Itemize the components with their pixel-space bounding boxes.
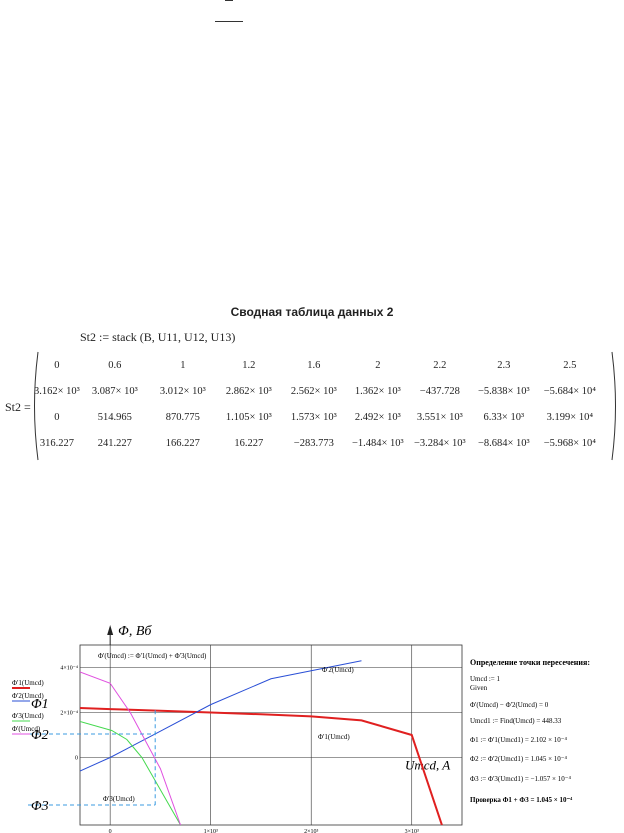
intersection-line: Umcd1 := Find(Umcd) = 448.33 (470, 717, 562, 725)
matrix-cell: −5.968× 10⁴ (543, 437, 596, 449)
y-tick-label: 4×10⁻⁴ (60, 665, 78, 672)
matrix-cell: 241.227 (97, 437, 132, 449)
matrix-cell: 2 (375, 359, 381, 371)
matrix-cell: 316.227 (39, 437, 74, 449)
matrix-cell: −437.728 (419, 385, 460, 397)
x-axis-title: Umcd, A (405, 757, 451, 773)
matrix-cell: 3.012× 10³ (159, 385, 206, 397)
fraction-numerator-line (225, 0, 233, 1)
phi2-marker: Φ2 (31, 727, 49, 743)
x-tick-label: 1×10³ (203, 829, 218, 833)
flux-chart (0, 615, 624, 833)
matrix-table (34, 352, 602, 456)
series-label: Φ'2(Umcd) (322, 666, 354, 674)
intersection-line: Umcd := 1 (470, 675, 500, 683)
series-line (80, 708, 442, 825)
section-title: Сводная таблица данных 2 (230, 305, 394, 319)
y-tick-label: 0 (75, 755, 78, 762)
intersection-line: Φ1 := Φ'1(Umcd1) = 2.102 × 10⁻⁴ (470, 736, 567, 744)
x-tick-label: 3×10³ (404, 829, 419, 833)
stack-expression: St2 := stack (B, U11, U12, U13) (80, 330, 236, 344)
series-line (80, 661, 361, 771)
matrix-cell: 1.573× 10³ (290, 411, 337, 423)
matrix-row (34, 430, 602, 456)
matrix-row (34, 352, 602, 378)
matrix-label: St2 = (5, 400, 31, 414)
intersection-line: Φ2 := Φ'2(Umcd1) = 1.045 × 10⁻⁴ (470, 755, 567, 763)
legend-label: Φ'(Umcd) (12, 725, 41, 733)
chart-formula: Φ'(Umcd) := Φ'1(Umcd) + Φ'3(Umcd) (98, 652, 207, 660)
intersection-line: Φ3 := Φ'3(Umcd1) = −1.057 × 10⁻⁴ (470, 775, 571, 783)
x-tick-label: 2×10³ (304, 829, 319, 833)
matrix-cell: 166.227 (165, 437, 200, 449)
matrix-cell: 2.3 (497, 359, 511, 371)
intersection-line: Given (470, 684, 488, 692)
phi3-marker: Φ3 (31, 799, 49, 814)
top-fraction-fragment (215, 0, 245, 30)
matrix-cell: −5.838× 10³ (477, 385, 530, 397)
matrix-cell: 2.862× 10³ (225, 385, 272, 397)
y-axis-arrowhead (107, 625, 113, 635)
matrix-cell: 2.2 (433, 359, 447, 371)
matrix-cell: 2.5 (563, 359, 577, 371)
legend-label: Φ'1(Umcd) (12, 679, 44, 687)
y-axis-title: Φ, Вб (118, 624, 152, 639)
matrix-row (34, 404, 602, 430)
matrix-cell: 514.965 (97, 411, 132, 423)
matrix-cell: 3.199× 10⁴ (546, 411, 593, 423)
matrix-cell: −8.684× 10³ (477, 437, 530, 449)
phi1-marker: Φ1 (31, 697, 49, 713)
matrix-cell: 3.087× 10³ (91, 385, 138, 397)
intersection-line: Φ'(Umcd) − Φ'2(Umcd) = 0 (470, 701, 549, 709)
intersection-title: Определение точки пересечения: (470, 658, 591, 667)
matrix-cell: 16.227 (234, 437, 264, 449)
series-line (80, 722, 181, 826)
x-tick-label: 0 (108, 829, 112, 833)
matrix-cell: 0.6 (108, 359, 122, 371)
legend-label: Φ'2(Umcd) (12, 692, 44, 700)
matrix-cell: 0 (54, 411, 60, 423)
matrix-cell: 2.492× 10³ (354, 411, 401, 423)
fraction-bar (215, 21, 243, 22)
plot-frame (80, 645, 462, 825)
matrix-cell: 1.2 (242, 359, 256, 371)
legend-label: Φ'3(Umcd) (12, 712, 44, 720)
matrix-cell: 3.551× 10³ (416, 411, 463, 423)
matrix-cell: −1.484× 10³ (351, 437, 404, 449)
matrix-cell: −283.773 (293, 437, 334, 449)
matrix-cell: 2.562× 10³ (290, 385, 337, 397)
series-label: Φ'1(Umcd) (318, 733, 350, 741)
y-tick-label: 2×10⁻⁴ (60, 710, 78, 717)
intersection-line: Проверка Φ1 + Φ3 = 1.045 × 10⁻⁴ (470, 796, 573, 804)
series-label: Φ'3(Umcd) (103, 795, 135, 803)
matrix-cell: −5.684× 10⁴ (543, 385, 596, 397)
matrix-cell: 0 (54, 359, 60, 371)
matrix-row (34, 378, 602, 404)
matrix-cell: 3.162× 10³ (34, 385, 80, 397)
matrix-cell: 1.105× 10³ (225, 411, 272, 423)
matrix (30, 350, 624, 462)
matrix-cell: 1.362× 10³ (354, 385, 401, 397)
matrix-cell: 6.33× 10³ (483, 411, 525, 423)
matrix-cell: −3.284× 10³ (413, 437, 466, 449)
matrix-cell: 1 (180, 359, 186, 371)
matrix-right-paren (610, 350, 620, 462)
matrix-cell: 1.6 (307, 359, 321, 371)
matrix-cell: 870.775 (165, 411, 200, 423)
